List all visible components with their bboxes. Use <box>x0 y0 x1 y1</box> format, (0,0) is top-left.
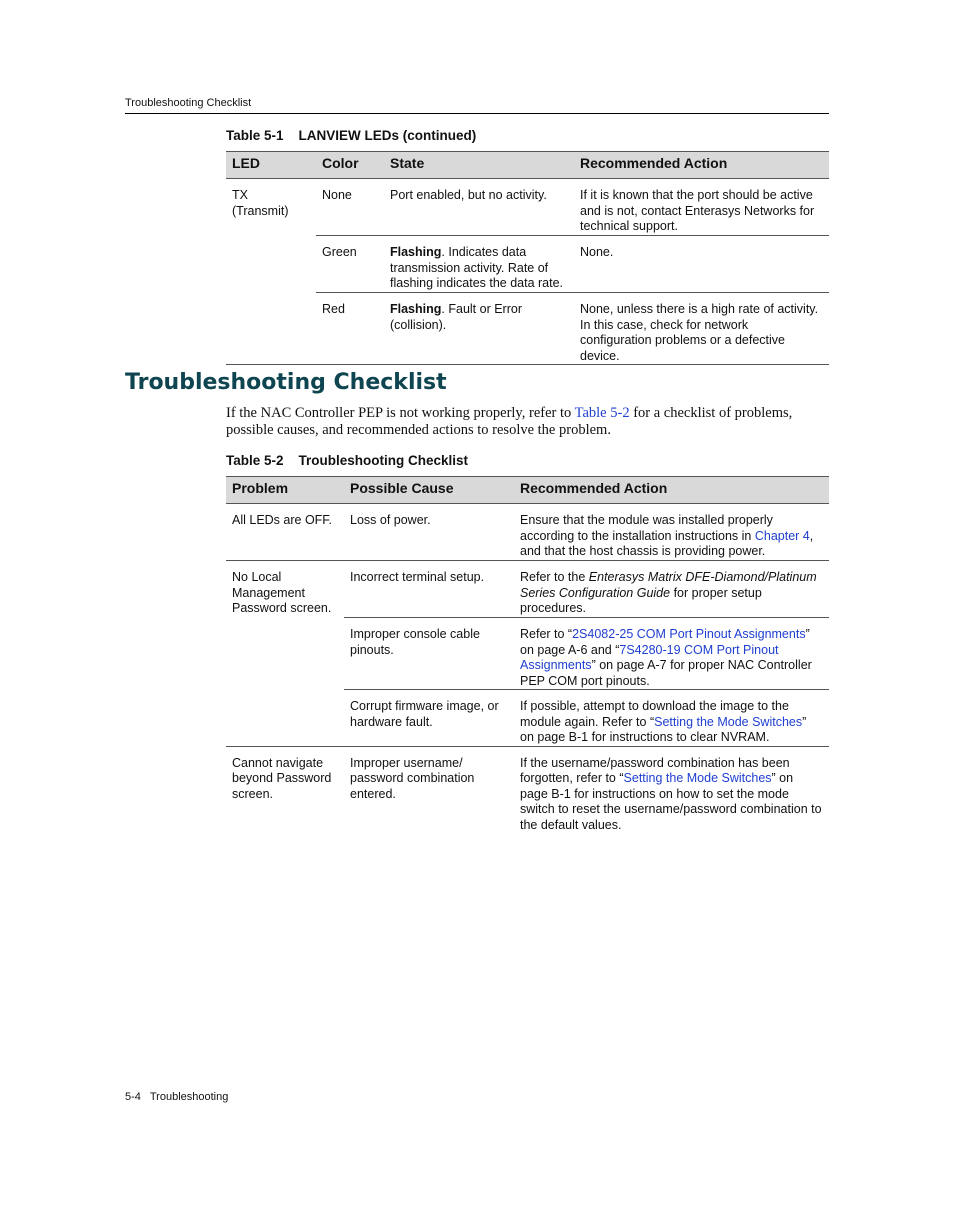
action-text: ” on page B-1 for instructions to clear NVRAM. <box>520 714 807 744</box>
troubleshooting-checklist-table <box>226 476 829 833</box>
color-cell: Red <box>316 293 384 365</box>
intro-text-end: for a checklist of problems, possible causes, and recommended actions to resolve the problem. <box>226 405 793 438</box>
cause-cell: Incorrect terminal setup. <box>350 570 485 584</box>
action-text: ” on page A-6 and “ <box>520 627 810 657</box>
col-header-problem: Problem <box>226 477 344 504</box>
action-text: ” on page A-7 for proper NAC Controller PEP COM port pinouts. <box>520 658 812 688</box>
pinout-2s4082-link[interactable]: 2S4082-25 COM Port Pinout Assignments <box>572 627 806 641</box>
table-5-1-caption: Table 5-1 LANVIEW LEDs (continued) <box>226 128 477 143</box>
state-cell <box>384 236 574 293</box>
table-5-2-caption: Table 5-2 Troubleshooting Checklist <box>226 453 469 468</box>
color-cell: Green <box>316 236 384 293</box>
cause-cell: Improper console cable pinouts. <box>344 618 514 690</box>
table-row <box>226 179 829 236</box>
cause-cell: Improper username/ password combination entered. <box>350 755 475 801</box>
intro-text: If the NAC Controller PEP is not working properly, refer to <box>226 405 575 421</box>
action-text: If possible, attempt to download the image to the module again. Refer to “ <box>520 699 789 729</box>
color-cell: None <box>322 188 352 202</box>
table-row <box>226 746 829 833</box>
header-rule <box>125 113 829 114</box>
table-row <box>226 293 829 365</box>
state-text: . Indicates data transmission activity. Rate of flashing indicates the data rate. <box>390 245 564 290</box>
led-name: TX <box>232 188 248 202</box>
led-cell <box>226 179 316 365</box>
state-cell <box>384 293 574 365</box>
cause-cell: Corrupt firmware image, or hardware fault. <box>344 690 514 747</box>
state-bold: Flashing <box>390 245 442 259</box>
problem-cell: All LEDs are OFF. <box>226 504 344 561</box>
action-text: for proper setup procedures. <box>520 585 762 615</box>
cause-cell: Loss of power. <box>344 504 514 561</box>
page-footer: 5-4 Troubleshooting <box>125 1091 229 1103</box>
col-header-color: Color <box>316 152 384 179</box>
action-cell: If it is known that the port should be active and is not, contact Enterasys Networks for technical support. <box>580 188 815 233</box>
intro-paragraph <box>226 405 826 439</box>
action-cell <box>514 504 829 561</box>
mode-switches-link[interactable]: Setting the Mode Switches <box>654 714 803 729</box>
col-header-state: State <box>384 152 574 179</box>
action-text: , and that the host chassis is providing power. <box>520 528 814 558</box>
table-5-2-link[interactable]: Table 5-2 <box>574 405 630 421</box>
col-header-possible-cause: Possible Cause <box>344 477 514 504</box>
problem-cell: Cannot navigate beyond Password screen. <box>232 755 332 801</box>
action-text: ” on page B-1 for instructions on how to set the mode switch to reset the username/password combination to the default values. <box>520 771 822 832</box>
col-header-recommended-action: Recommended Action <box>514 477 829 504</box>
action-cell: None. <box>574 236 829 293</box>
table-row <box>226 504 829 561</box>
table-row <box>226 561 829 618</box>
action-text: If the username/password combination has been forgotten, refer to “ <box>520 755 790 785</box>
action-cell <box>514 690 829 747</box>
lanview-leds-table <box>226 151 829 365</box>
action-cell <box>514 618 829 690</box>
col-header-led: LED <box>226 152 316 179</box>
problem-cell: No Local Management Password screen. <box>226 561 344 747</box>
action-cell <box>514 746 829 833</box>
table-row <box>226 236 829 293</box>
section-title: Troubleshooting Checklist <box>125 370 447 395</box>
state-text: . Fault or Error (collision). <box>390 302 522 332</box>
running-head: Troubleshooting Checklist <box>125 97 252 109</box>
action-cell <box>514 561 829 618</box>
col-header-recommended-action: Recommended Action <box>574 152 829 179</box>
state-bold: Flashing <box>390 302 442 316</box>
action-text: Ensure that the module was installed properly according to the installation instructions in <box>520 513 773 543</box>
pinout-7s4280-link[interactable]: 7S4280-19 COM Port Pinout Assignments <box>520 642 779 672</box>
guide-title: Enterasys Matrix DFE-Diamond/Platinum Series Configuration Guide <box>520 570 817 600</box>
state-cell: Port enabled, but no activity. <box>390 188 547 202</box>
chapter-4-link[interactable]: Chapter 4 <box>754 528 810 543</box>
action-text: Refer to “ <box>520 627 573 641</box>
action-cell: None, unless there is a high rate of activity. In this case, check for network configuration problems or a defective device. <box>574 293 829 365</box>
mode-switches-link[interactable]: Setting the Mode Switches <box>623 771 772 785</box>
led-description: (Transmit) <box>232 203 289 218</box>
action-text: Refer to the <box>520 570 589 584</box>
